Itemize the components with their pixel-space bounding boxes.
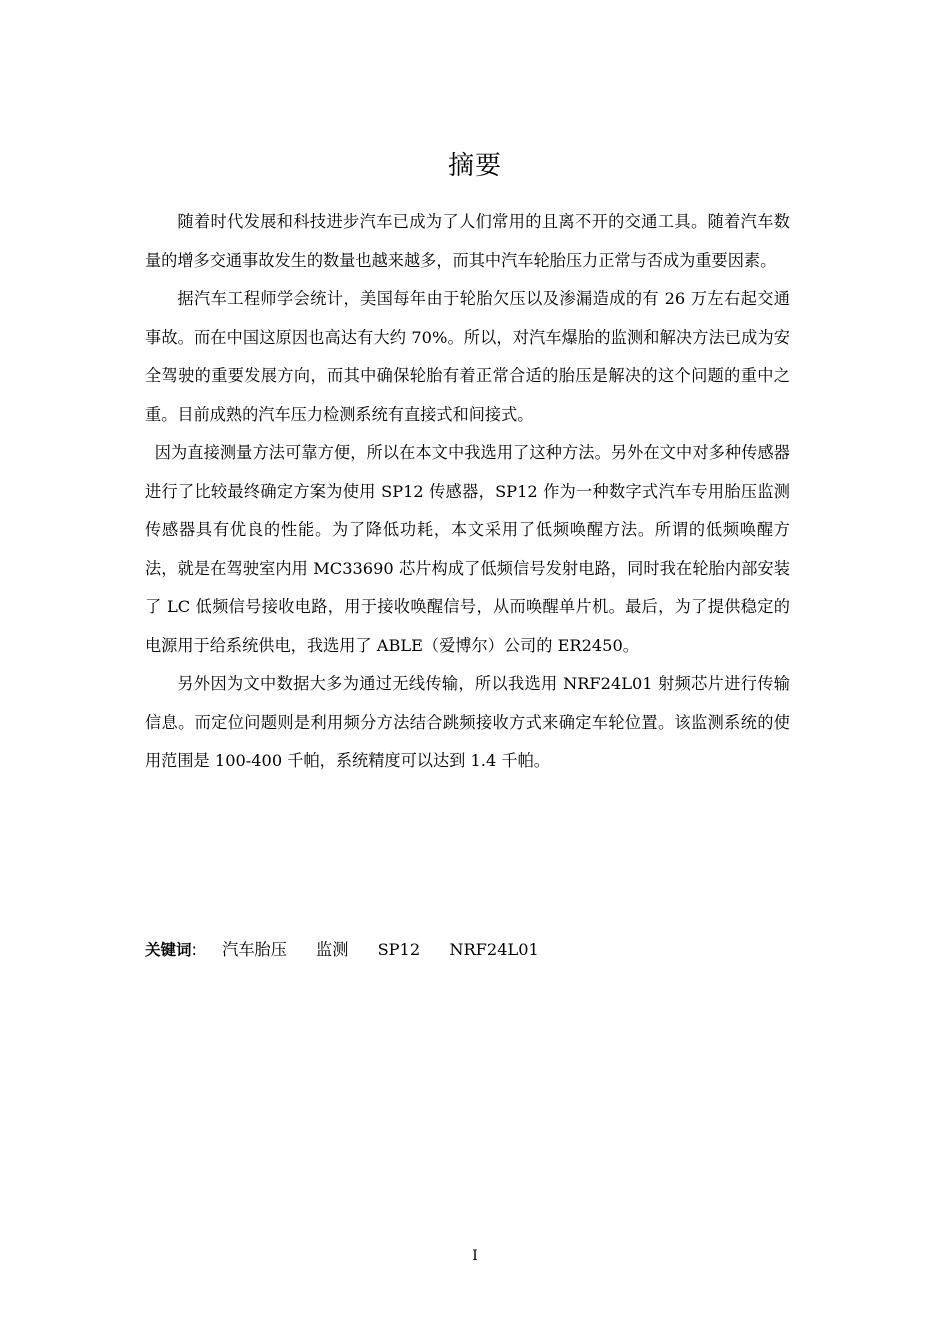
- abstract-paragraph-2: 据汽车工程师学会统计，美国每年由于轮胎欠压以及渗漏造成的有 26 万左右起交通事故。而在中国这原因也高达有大约 70%。所以，对汽车爆胎的监测和解决方法已成为安全驾驶的重要发展方向，而其中确保轮胎有着正常合适的胎压是解决的这个问题的重中之重。目前成熟的汽车压力检测系统有直接式和间接式。: [145, 289, 790, 424]
- abstract-paragraph-1: 随着时代发展和科技进步汽车已成为了人们常用的且离不开的交通工具。随着汽车数量的增多交通事故发生的数量也越来越多，而其中汽车轮胎压力正常与否成为重要因素。: [145, 212, 790, 270]
- keywords-line: [145, 937, 790, 963]
- keywords-colon: :: [191, 940, 197, 959]
- keyword-item: NRF24L01: [449, 940, 539, 959]
- abstract-paragraph-3: 因为直接测量方法可靠方便，所以在本文中我选用了这种方法。另外在文中对多种传感器进行了比较最终确定方案为使用 SP12 传感器，SP12 作为一种数字式汽车专用胎压监测传感器具有优良的性能。为了降低功耗，本文采用了低频唤醒方法。所谓的低频唤醒方法，就是在驾驶室内用 MC33690 芯片构成了低频信号发射电路，同时我在轮胎内部安装了 LC 低频信号接收电路，用于接收唤醒信号，从而唤醒单片机。最后，为了提供稳定的电源用于给系统供电，我选用了 ABLE（爱博尔）公司的 ER2450。: [145, 443, 790, 655]
- keyword-item: 监测: [316, 940, 349, 959]
- page-title: 摘要: [447, 151, 502, 181]
- keyword-item: 汽车胎压: [222, 940, 287, 959]
- keyword-item: SP12: [377, 940, 421, 959]
- keywords-label: 关键词: [145, 941, 192, 959]
- abstract-body: [145, 203, 790, 781]
- page-number: I: [472, 1248, 478, 1264]
- abstract-paragraph-4: 另外因为文中数据大多为通过无线传输，所以我选用 NRF24L01 射频芯片进行传输信息。而定位问题则是利用频分方法结合跳频接收方式来确定车轮位置。该监测系统的使用范围是 100-400 千帕，系统精度可以达到 1.4 千帕。: [145, 674, 790, 770]
